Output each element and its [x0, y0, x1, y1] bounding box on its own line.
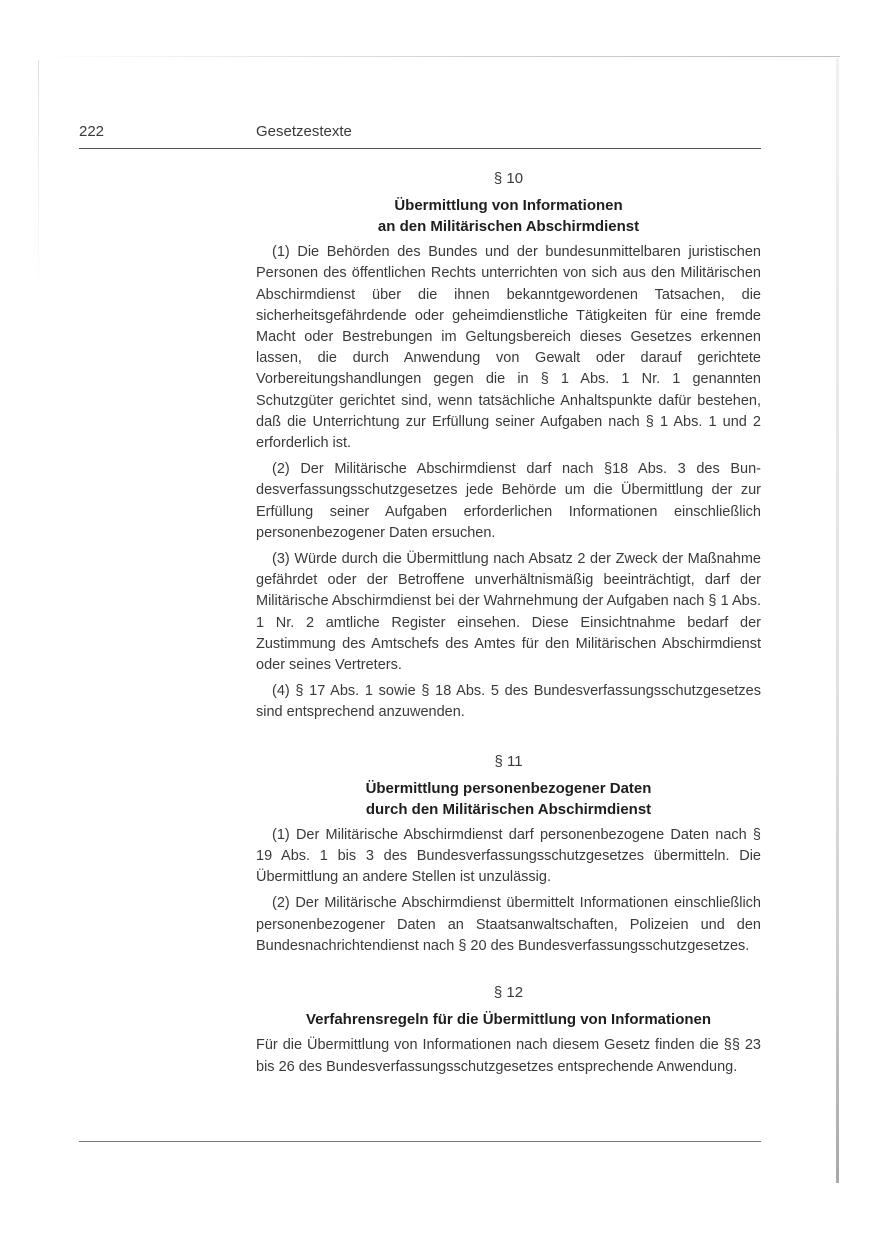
scan-edge-right	[836, 58, 839, 1183]
header-rule	[79, 148, 761, 149]
running-title: Gesetzestexte	[256, 123, 352, 140]
section-12	[256, 982, 761, 1078]
section-title	[256, 195, 761, 237]
section-11	[256, 751, 761, 957]
paragraph: (1) Der Militärische Abschirmdienst darf personenbezogene Daten nach § 19 Abs. 1 bis 3 des Bundesverfassungsschutzgesetzes übermitteln. Die Übermittlung an andere Stellen ist unzulässig.	[256, 826, 761, 886]
paragraph: (2) Der Militärische Abschirmdienst übermittelt Informationen einschließlich personenbezogener Daten an Staatsanwaltschaften, Polizeien und den Bundesnachrichtendienst nach § 20 des Bundesverfassungsschutzgesetzes.	[256, 895, 761, 954]
section-title-line: an den Militärischen Abschirmdienst	[377, 218, 640, 236]
section-number: § 12	[493, 984, 524, 1002]
section-title-line: Übermittlung personenbezogener Daten	[365, 779, 652, 797]
section-title	[256, 778, 761, 820]
section-spacer	[256, 962, 761, 982]
section-number: § 11	[494, 752, 523, 770]
paragraph: Für die Übermittlung von Informationen nach diesem Gesetz finden die §§ 23 bis 26 des Bundesverfassungsschutzgesetzes entsprechende Anwendung.	[256, 1037, 761, 1075]
section-title-line: Verfahrensregeln für die Übermittlung von Informationen	[305, 1011, 712, 1029]
page-number: 222	[79, 123, 105, 140]
section-spacer	[256, 729, 761, 751]
paragraph: (4) § 17 Abs. 1 sowie § 18 Abs. 5 des Bundesverfassungsschutzgesetzes sind entsprechend anzuwenden.	[256, 683, 761, 721]
paragraph: (1) Die Behörden des Bundes und der bundesunmittelbaren juristischen Personen des öffentlichen Rechts unterrichten von sich aus den Militärischen Abschirmdienst über die ihnen bekanntgewordenen Tatsachen, die sicherheitsgefährdende oder geheimdienstliche Tätigkeiten für eine fremde Macht oder Bestrebungen im Geltungsbereich dieses Gesetzes erkennen lassen, die durch Anwendung von Gewalt oder darauf gerichtete Vorbereitungshandlungen gegen die in § 1 Abs. 1 Nr. 1 genannten Schutzgüter gerichtet sind, wenn tatsächliche Anhaltspunkte dafür bestehen, daß die Unterrichtung zur Erfüllung seiner Aufgaben nach § 1 Abs. 1 und 2 erforderlich ist.	[256, 244, 761, 452]
footer-rule	[79, 1141, 761, 1142]
section-title-line: Übermittlung von Informationen	[394, 197, 623, 215]
scan-edge-left	[38, 60, 39, 300]
paragraph: (2) Der Militärische Abschirmdienst darf nach §18 Abs. 3 des Bundesverfassungsschutzgesetzes jede Behörde um die Übermittlung der zur Erfüllung seiner Aufgaben erforderlichen Informationen einschließlich personenbezogener Daten ersuchen.	[256, 461, 761, 541]
section-10	[256, 168, 761, 724]
section-title	[256, 1009, 761, 1030]
scan-edge-top	[40, 56, 840, 57]
section-title-line: durch den Militärischen Abschirmdienst	[365, 800, 652, 818]
page-header	[79, 123, 761, 147]
page-body	[256, 168, 761, 1083]
section-number: § 10	[493, 170, 524, 187]
paragraph: (3) Würde durch die Übermittlung nach Absatz 2 der Zweck der Maßnahme gefährdet oder der Betroffene unverhältnismäßig beeinträchtigt, darf der Militärische Abschirmdienst bei der Wahrnehmung der Aufgaben nach § 1 Abs. 1 Nr. 2 amtliche Register einsehen. Diese Einsichtnahme bedarf der Zustimmung des Amtschefs des Amtes für den Militärischen Abschirmdienst oder seines Vertreters.	[256, 551, 761, 674]
